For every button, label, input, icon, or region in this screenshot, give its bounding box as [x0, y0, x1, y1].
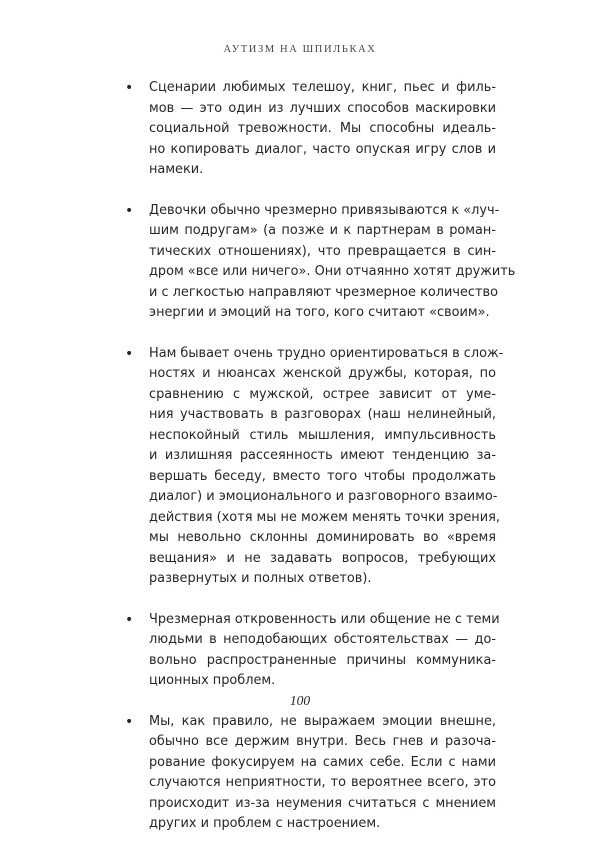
text-line: происходит из-за неумения считаться с мнением: [149, 795, 496, 811]
text-line: Мы, как правило, не выражаем эмоции внешне,: [149, 713, 496, 729]
bullet-dot-icon: •: [125, 80, 134, 96]
text-line: Нам бывает очень трудно ориентироваться в слож-: [149, 345, 504, 361]
list-item: [112, 610, 500, 692]
list-item: [112, 78, 496, 181]
text-line: мов — это один из лучших способов маскировки: [149, 100, 496, 116]
text-line: дром «все или ничего». Они отчаянно хотят дружить: [149, 264, 516, 279]
text-line: энергии и эмоций на того, кого считают «своим».: [149, 305, 490, 320]
bullet-dot-icon: •: [125, 202, 134, 219]
text-line: неспокойный стиль мышления, импульсивность: [149, 427, 496, 443]
bullet-dot-icon: •: [125, 611, 134, 628]
text-line: ционных проблем.: [149, 673, 276, 688]
text-line: но копировать диалог, часто опуская игру слов и: [149, 141, 496, 157]
text-line: мы невольно склонны доминировать во «время: [149, 530, 496, 545]
text-line: диалог) и эмоционального и разговорного взаимо-: [149, 489, 498, 504]
text-line: развернутых и полных ответов).: [149, 571, 372, 586]
text-line: ностях и нюансах женской дружбы, которая, по: [149, 366, 496, 381]
text-line: действия (хотя мы не можем менять точки зрения,: [149, 509, 500, 525]
text-line: сравнению с мужской, острее зависит от уме-: [149, 386, 496, 402]
text-line: вольно распространенные причины коммуника-: [149, 652, 496, 668]
bullet-list: [112, 78, 516, 855]
text-line: Девочки обычно чрезмерно привязываются к «луч-: [149, 202, 500, 218]
text-line: других и проблем с настроением.: [149, 816, 381, 831]
text-line: людьми в неподобающих обстоятельствах — до-: [149, 632, 496, 647]
list-item: [112, 712, 496, 835]
running-header: АУТИЗМ НА ШПИЛЬКАХ: [223, 44, 377, 55]
text-line: обычно все держим внутри. Весь гнев и разоча-: [149, 734, 496, 749]
text-line: ния участвовать в разговорах (наш нелинейный,: [149, 407, 496, 422]
list-item: [112, 201, 516, 324]
text-line: вершать беседу, вместо того чтобы продолжать: [149, 468, 496, 484]
text-line: тических отношениях), что превращается в син-: [149, 243, 496, 259]
bullet-dot-icon: •: [125, 713, 134, 730]
text-line: случаются неприятности, то вероятнее всего, это: [149, 775, 496, 790]
text-line: Чрезмерная откровенность или общение не с теми: [149, 611, 500, 627]
list-item: [112, 344, 504, 590]
text-line: социальной тревожности. Мы способны идеаль-: [149, 121, 496, 136]
text-line: Сценарии любимых телешоу, книг, пьес и филь-: [149, 80, 496, 95]
text-line: намеки.: [149, 162, 204, 177]
bullet-dot-icon: •: [125, 345, 134, 362]
page-number: 100: [289, 693, 311, 708]
text-line: вещания» и не задавать вопросов, требующих: [149, 550, 496, 566]
text-line: и с легкостью направляют чрезмерное количество: [149, 284, 498, 300]
text-line: шим подругам» (а позже и к партнерам в роман-: [149, 223, 496, 238]
text-line: и излишняя рассеянность имеют тенденцию за-: [149, 448, 496, 463]
text-line: рование фокусируем на самих себе. Если с нами: [149, 754, 496, 770]
